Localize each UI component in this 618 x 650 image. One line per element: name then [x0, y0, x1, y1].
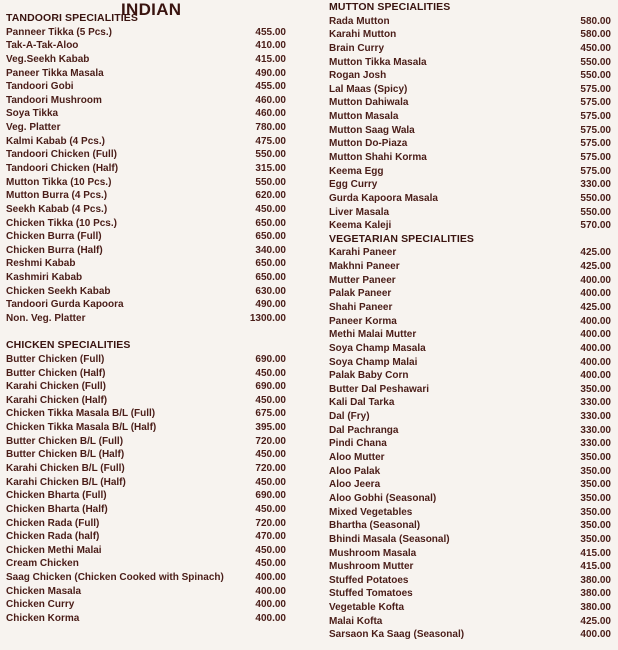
menu-item-name: Chicken Bharta (Half) [6, 503, 108, 515]
menu-item-price: 350.00 [580, 479, 611, 491]
menu-item-price: 1300.00 [249, 313, 286, 325]
menu-item-name: Mutton Tikka Masala [329, 56, 427, 68]
menu-item-row [6, 176, 286, 190]
menu-item-row [329, 165, 611, 179]
menu-item-row [329, 396, 611, 410]
menu-item-price: 350.00 [580, 383, 611, 395]
menu-item-price: 575.00 [580, 97, 611, 109]
menu-item-row [6, 557, 286, 571]
menu-item-name: Panneer Tikka (5 Pcs.) [6, 26, 112, 38]
menu-item-row [329, 560, 611, 574]
menu-item-row [6, 517, 286, 531]
menu-item-name: Rada Mutton [329, 15, 390, 27]
menu-item-price: 450.00 [580, 42, 611, 54]
menu-item-price: 575.00 [580, 138, 611, 150]
menu-item-name: Chicken Burra (Half) [6, 244, 103, 256]
menu-item-row [6, 189, 286, 203]
menu-item-row [6, 230, 286, 244]
menu-item-name: Kashmiri Kabab [6, 272, 83, 284]
menu-item-price: 425.00 [580, 615, 611, 627]
menu-item-price: 475.00 [255, 135, 286, 147]
menu-item-row [329, 478, 611, 492]
menu-item-row [329, 28, 611, 42]
menu-item-row [329, 219, 611, 233]
menu-item-row [329, 110, 611, 124]
menu-item-name: Seekh Kabab (4 Pcs.) [6, 203, 108, 215]
menu-item-name: Mutton Tikka (10 Pcs.) [6, 176, 112, 188]
menu-item-name: Soya Champ Malai [329, 356, 418, 368]
menu-item-price: 470.00 [255, 531, 286, 543]
menu-item-price: 450.00 [255, 394, 286, 406]
menu-item-price: 400.00 [580, 274, 611, 286]
menu-item-row [329, 151, 611, 165]
menu-item-price: 400.00 [580, 356, 611, 368]
menu-item-price: 575.00 [580, 83, 611, 95]
menu-item-name: Mutton Dahiwala [329, 97, 409, 109]
menu-item-name: Butter Chicken (Full) [6, 353, 105, 365]
menu-item-name: Chicken Korma [6, 613, 80, 625]
menu-item-name: Chicken Burra (Full) [6, 231, 102, 243]
menu-item-price: 415.00 [255, 53, 286, 65]
menu-item-row [6, 530, 286, 544]
menu-item-price: 780.00 [255, 122, 286, 134]
menu-item-row [6, 448, 286, 462]
menu-item-price: 580.00 [580, 29, 611, 41]
menu-item-price: 330.00 [580, 438, 611, 450]
menu-item-price: 350.00 [580, 533, 611, 545]
menu-item-row [6, 407, 286, 421]
menu-item-row [6, 394, 286, 408]
menu-item-name: Mutton Masala [329, 111, 399, 123]
menu-item-row [329, 15, 611, 29]
menu-item-price: 720.00 [255, 517, 286, 529]
menu-item-row [6, 26, 286, 40]
menu-item-name: Chicken Tikka Masala B/L (Full) [6, 408, 156, 420]
menu-item-price: 550.00 [580, 56, 611, 68]
menu-item-row [329, 356, 611, 370]
menu-item-name: Mutton Shahi Korma [329, 152, 427, 163]
menu-item-price: 690.00 [255, 353, 286, 365]
menu-item-price: 415.00 [580, 561, 611, 573]
menu-item-price: 550.00 [580, 192, 611, 204]
menu-item-price: 400.00 [580, 342, 611, 354]
menu-item-price: 460.00 [255, 94, 286, 106]
menu-item-row [329, 178, 611, 192]
menu-item-name: Karahi Chicken (Full) [6, 381, 107, 393]
menu-item-name: Mushroom Masala [329, 547, 417, 559]
menu-item-row [329, 260, 611, 274]
menu-item-price: 580.00 [580, 15, 611, 27]
menu-item-price: 450.00 [255, 558, 286, 570]
menu-item-name: Brain Curry [329, 42, 385, 54]
menu-item-name: Dal (Fry) [329, 411, 370, 423]
menu-item-name: Sarsaon Ka Saag (Seasonal) [329, 629, 465, 641]
menu-item-name: Tandoori Chicken (Full) [6, 149, 117, 161]
menu-item-price: 460.00 [255, 108, 286, 120]
menu-item-row [6, 462, 286, 476]
menu-item-price: 400.00 [580, 288, 611, 300]
menu-item-row [329, 206, 611, 220]
menu-item-name: Bhartha (Seasonal) [329, 520, 421, 532]
menu-item-name: Mutton Saag Wala [329, 124, 415, 136]
menu-item-name: Aloo Mutter [329, 452, 385, 464]
menu-item-row [329, 83, 611, 97]
menu-item-row [6, 421, 286, 435]
menu-item-name: Kali Dal Tarka [329, 397, 395, 409]
menu-list-mutton [329, 15, 611, 233]
menu-item-price: 575.00 [580, 165, 611, 177]
menu-item-price: 400.00 [255, 572, 286, 584]
menu-item-row [6, 121, 286, 135]
menu-item-price: 315.00 [255, 163, 286, 174]
menu-item-name: Soya Champ Masala [329, 342, 426, 354]
menu-item-row [329, 287, 611, 301]
menu-item-price: 380.00 [580, 574, 611, 586]
menu-item-name: Chicken Masala [6, 585, 82, 597]
menu-item-row [6, 135, 286, 149]
menu-item-name: Chicken Seekh Kabab [6, 285, 111, 297]
menu-item-row [329, 410, 611, 424]
menu-item-name: Mixed Vegetables [329, 506, 413, 518]
menu-item-name: Mutton Burra (4 Pcs.) [6, 190, 108, 202]
menu-item-name: Butter Chicken B/L (Full) [6, 435, 124, 447]
menu-item-name: Bhindi Masala (Seasonal) [329, 533, 450, 545]
menu-item-row [329, 328, 611, 342]
menu-item-price: 380.00 [580, 588, 611, 600]
menu-item-row [329, 137, 611, 151]
menu-item-row [6, 162, 286, 176]
menu-item-price: 550.00 [255, 149, 286, 161]
menu-item-row [329, 315, 611, 329]
menu-item-row [329, 451, 611, 465]
menu-item-name: Reshmi Kabab [6, 258, 76, 270]
menu-item-price: 350.00 [580, 520, 611, 532]
menu-item-name: Chicken Tikka Masala B/L (Half) [6, 422, 157, 434]
section-heading-tandoori: TANDOORI SPECIALITIES [6, 12, 138, 24]
menu-item-price: 400.00 [255, 613, 286, 625]
menu-item-name: Karahi Chicken B/L (Half) [6, 476, 126, 488]
menu-item-row [6, 503, 286, 517]
menu-item-price: 450.00 [255, 449, 286, 461]
menu-item-row [329, 274, 611, 288]
menu-item-row [6, 203, 286, 217]
menu-item-price: 450.00 [255, 544, 286, 556]
menu-item-name: Karahi Chicken B/L (Full) [6, 463, 125, 474]
menu-item-row [6, 244, 286, 258]
menu-item-price: 675.00 [255, 408, 286, 420]
menu-item-price: 400.00 [255, 599, 286, 611]
menu-item-row [6, 257, 286, 271]
menu-item-row [6, 489, 286, 503]
menu-item-name: Non. Veg. Platter [6, 313, 86, 325]
menu-item-price: 400.00 [580, 329, 611, 341]
menu-item-price: 350.00 [580, 465, 611, 477]
menu-item-row [6, 80, 286, 94]
menu-item-name: Chicken Tikka (10 Pcs.) [6, 217, 117, 229]
menu-item-name: Tak-A-Tak-Aloo [6, 40, 79, 52]
menu-item-price: 395.00 [255, 422, 286, 434]
menu-item-row [329, 424, 611, 438]
menu-item-name: Saag Chicken (Chicken Cooked with Spinach) [6, 572, 224, 584]
menu-item-row [329, 301, 611, 315]
menu-item-name: Veg.Seekh Kabab [6, 53, 90, 65]
menu-item-price: 330.00 [580, 397, 611, 409]
menu-list-chicken [6, 353, 286, 626]
menu-item-price: 455.00 [255, 81, 286, 93]
menu-list-tandoori [6, 26, 286, 326]
menu-item-price: 550.00 [580, 206, 611, 218]
menu-item-row [6, 612, 286, 626]
menu-item-name: Stuffed Potatoes [329, 574, 409, 586]
menu-item-row [329, 547, 611, 561]
menu-item-name: Aloo Palak [329, 465, 381, 477]
menu-item-price: 650.00 [255, 231, 286, 243]
menu-item-row [329, 533, 611, 547]
menu-item-row [329, 369, 611, 383]
menu-item-name: Butter Chicken B/L (Half) [6, 449, 125, 461]
menu-item-price: 550.00 [580, 70, 611, 82]
menu-item-row [329, 506, 611, 520]
menu-item-name: Keema Kaleji [329, 220, 392, 232]
menu-item-name: Paneer Korma [329, 315, 397, 327]
menu-item-name: Chicken Methi Malai [6, 544, 102, 556]
menu-item-name: Shahi Paneer [329, 302, 393, 313]
menu-item-row [6, 571, 286, 585]
menu-item-name: Tandoori Mushroom [6, 94, 102, 106]
menu-item-name: Pindi Chana [329, 438, 387, 450]
menu-item-row [329, 465, 611, 479]
menu-item-price: 630.00 [255, 285, 286, 297]
menu-item-price: 425.00 [580, 302, 611, 313]
menu-item-price: 450.00 [255, 203, 286, 215]
menu-item-row [329, 437, 611, 451]
menu-item-price: 720.00 [255, 435, 286, 447]
menu-item-name: Veg. Platter [6, 122, 61, 134]
menu-item-row [329, 628, 611, 642]
menu-item-name: Karahi Mutton [329, 29, 397, 41]
menu-item-row [6, 298, 286, 312]
menu-item-row [329, 615, 611, 629]
menu-item-name: Chicken Curry [6, 599, 75, 611]
menu-item-row [329, 56, 611, 70]
menu-item-row [329, 124, 611, 138]
menu-item-row [6, 380, 286, 394]
menu-item-name: Mushroom Mutter [329, 561, 414, 573]
menu-item-name: Tandoori Chicken (Half) [6, 163, 119, 174]
menu-item-row [6, 271, 286, 285]
menu-item-row [329, 574, 611, 588]
section-spacer [6, 326, 286, 340]
menu-item-name: Liver Masala [329, 206, 390, 218]
menu-item-row [6, 67, 286, 81]
menu-item-row [329, 192, 611, 206]
menu-item-price: 650.00 [255, 272, 286, 284]
menu-column-right [329, 1, 611, 642]
menu-item-price: 350.00 [580, 506, 611, 518]
menu-item-price: 550.00 [255, 176, 286, 188]
menu-item-row [329, 601, 611, 615]
menu-item-row [329, 587, 611, 601]
menu-item-row [6, 53, 286, 67]
menu-item-price: 410.00 [255, 40, 286, 52]
menu-item-name: Keema Egg [329, 165, 384, 177]
menu-item-row [6, 598, 286, 612]
menu-item-name: Karahi Paneer [329, 247, 397, 259]
menu-item-row [329, 96, 611, 110]
menu-item-name: Palak Baby Corn [329, 370, 409, 382]
menu-item-price: 400.00 [580, 370, 611, 382]
menu-item-name: Soya Tikka [6, 108, 59, 120]
menu-item-row [329, 383, 611, 397]
menu-item-name: Butter Chicken (Half) [6, 367, 106, 379]
menu-item-price: 415.00 [580, 547, 611, 559]
menu-item-price: 650.00 [255, 258, 286, 270]
menu-list-vegetarian [329, 246, 611, 642]
menu-item-price: 350.00 [580, 452, 611, 464]
menu-item-row [6, 285, 286, 299]
menu-item-price: 425.00 [580, 261, 611, 273]
menu-item-name: Dal Pachranga [329, 424, 399, 436]
menu-item-price: 340.00 [255, 244, 286, 256]
menu-item-row [329, 342, 611, 356]
menu-item-name: Palak Paneer [329, 288, 392, 300]
menu-item-name: Cream Chicken [6, 558, 79, 570]
menu-item-name: Rogan Josh [329, 70, 387, 82]
menu-item-name: Chicken Rada (half) [6, 531, 100, 543]
menu-item-price: 490.00 [255, 299, 286, 311]
menu-item-name: Methi Malai Mutter [329, 329, 417, 341]
menu-item-name: Makhni Paneer [329, 261, 400, 273]
menu-item-row [6, 353, 286, 367]
menu-item-name: Lal Maas (Spicy) [329, 83, 408, 95]
menu-item-row [329, 246, 611, 260]
menu-item-price: 570.00 [580, 220, 611, 232]
menu-item-name: Tandoori Gobi [6, 81, 74, 93]
menu-item-price: 650.00 [255, 217, 286, 229]
menu-item-name: Paneer Tikka Masala [6, 67, 104, 79]
menu-item-row [6, 544, 286, 558]
menu-item-price: 400.00 [580, 315, 611, 327]
menu-item-price: 455.00 [255, 26, 286, 38]
menu-item-row [329, 42, 611, 56]
menu-item-name: Gurda Kapoora Masala [329, 192, 438, 204]
menu-item-row [6, 39, 286, 53]
menu-item-name: Chicken Bharta (Full) [6, 490, 107, 502]
menu-item-price: 400.00 [580, 629, 611, 641]
page-title: INDIAN [121, 0, 182, 19]
menu-item-price: 330.00 [580, 411, 611, 423]
menu-item-price: 620.00 [255, 190, 286, 202]
menu-item-row [6, 476, 286, 490]
menu-item-row [6, 435, 286, 449]
menu-item-row [329, 69, 611, 83]
menu-item-name: Stuffed Tomatoes [329, 588, 413, 600]
menu-item-price: 490.00 [255, 67, 286, 79]
menu-item-row [6, 585, 286, 599]
menu-item-price: 720.00 [255, 463, 286, 474]
menu-item-name: Aloo Gobhi (Seasonal) [329, 492, 437, 504]
menu-item-price: 400.00 [255, 585, 286, 597]
section-heading-mutton: MUTTON SPECIALITIES [329, 1, 451, 13]
menu-item-row [6, 217, 286, 231]
menu-item-name: Chicken Rada (Full) [6, 517, 100, 529]
menu-item-price: 380.00 [580, 602, 611, 614]
menu-item-row [6, 148, 286, 162]
menu-item-row [6, 107, 286, 121]
menu-item-name: Butter Dal Peshawari [329, 383, 430, 395]
menu-item-name: Karahi Chicken (Half) [6, 394, 108, 406]
menu-item-name: Aloo Jeera [329, 479, 381, 491]
menu-item-row [6, 94, 286, 108]
menu-item-price: 575.00 [580, 111, 611, 123]
menu-item-name: Mutter Paneer [329, 274, 396, 286]
menu-item-name: Kalmi Kabab (4 Pcs.) [6, 135, 105, 147]
menu-item-row [329, 492, 611, 506]
menu-item-row [6, 367, 286, 381]
section-heading-chicken: CHICKEN SPECIALITIES [6, 339, 131, 352]
menu-item-name: Malai Kofta [329, 615, 383, 627]
menu-item-row [329, 519, 611, 533]
menu-item-price: 690.00 [255, 381, 286, 393]
menu-item-price: 425.00 [580, 247, 611, 259]
menu-item-price: 330.00 [580, 179, 611, 191]
menu-item-row [6, 312, 286, 326]
menu-column-left [6, 12, 286, 626]
menu-item-name: Egg Curry [329, 179, 378, 191]
menu-item-name: Mutton Do-Piaza [329, 138, 408, 150]
menu-item-price: 575.00 [580, 152, 611, 163]
menu-item-name: Tandoori Gurda Kapoora [6, 299, 124, 311]
menu-item-price: 450.00 [255, 503, 286, 515]
section-heading-vegetarian: VEGETARIAN SPECIALITIES [329, 232, 475, 245]
menu-item-price: 330.00 [580, 424, 611, 436]
menu-item-price: 575.00 [580, 124, 611, 136]
menu-item-price: 350.00 [580, 492, 611, 504]
menu-item-name: Vegetable Kofta [329, 602, 405, 614]
menu-item-price: 450.00 [255, 476, 286, 488]
menu-item-price: 690.00 [255, 490, 286, 502]
menu-item-price: 450.00 [255, 367, 286, 379]
